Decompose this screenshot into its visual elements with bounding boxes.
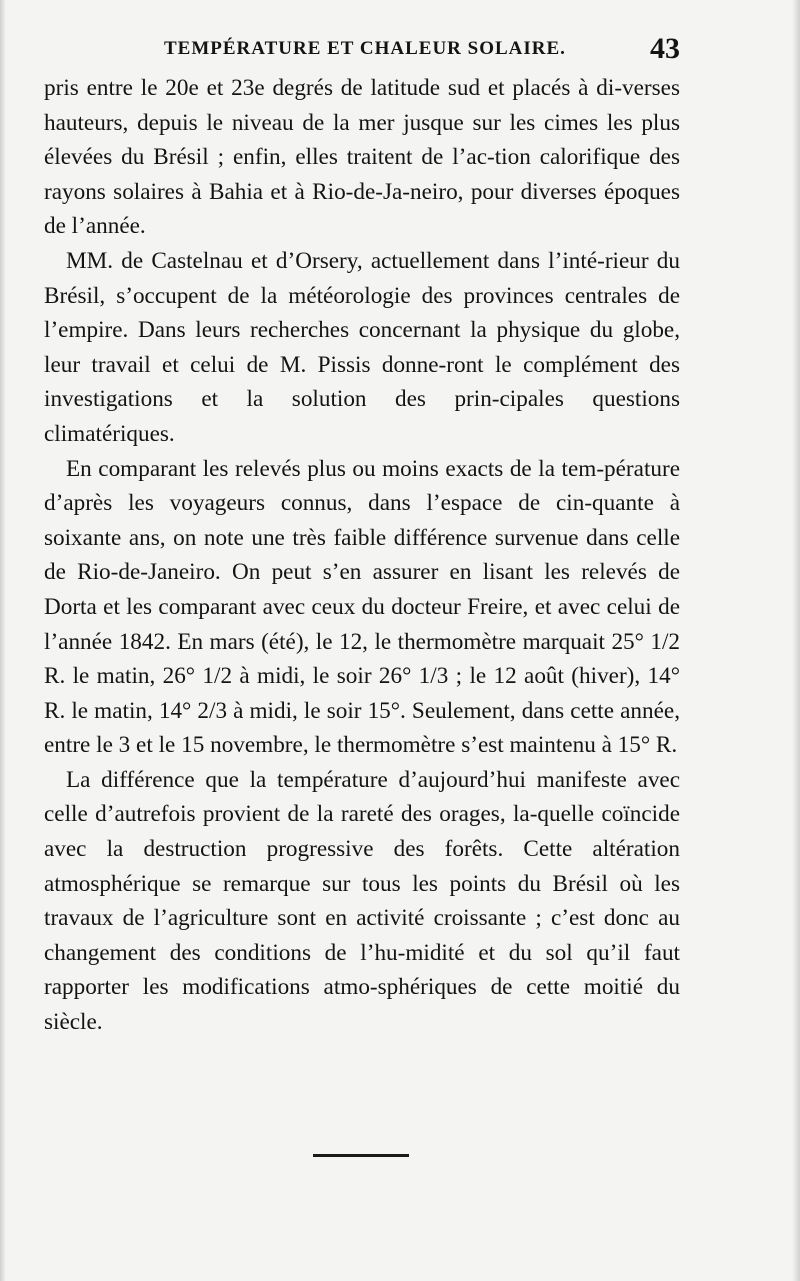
paragraph-2: MM. de Castelnau et d’Orsery, actuellement dans l’inté-rieur du Brésil, s’occupent de la météorologie des provinces centrales de l’empire. Dans leurs recherches concernant la physique du globe, leur travail et celui de M. Pissis donne-ront le complément des investigations et la solution des prin-cipales questions climatériques.: [44, 247, 680, 447]
running-head: [44, 32, 680, 66]
paragraph-3: En comparant les relevés plus ou moins exacts de la tem-pérature d’après les voyageurs connus, dans l’espace de cin-quante à soixante ans, on note une très faible différence survenue dans celle de Rio-de-Janeiro. On peut s’en assurer en lisant les relevés de Dorta et les comparant avec ceux du docteur Freire, et avec celui de l’année 1842. En mars (été), le 12, le thermomètre marquait 25° 1/2 R. le matin, 26° 1/2 à midi, le soir 26° 1/3 ; le 12 août (hiver), 14° R. le matin, 14° 2/3 à midi, le soir 15°. Seulement, dans cette année, entre le 3 et le 15 novembre, le thermomètre s’est maintenu à 15° R.: [44, 455, 680, 759]
page-edge-left: [0, 0, 6, 1281]
end-rule: [313, 1154, 409, 1157]
page-number: 43: [650, 32, 680, 65]
paragraph-1: pris entre le 20e et 23e degrés de latitude sud et placés à di-verses hauteurs, depuis le niveau de la mer jusque sur les cimes les plus élevées du Brésil ; enfin, elles traitent de l’ac-tion calorifique des rayons solaires à Bahia et à Rio-de-Ja-neiro, pour diverses époques de l’année.: [44, 75, 680, 240]
body-text: [44, 71, 680, 1040]
running-head-title: TEMPÉRATURE ET CHALEUR SOLAIRE.: [164, 38, 566, 59]
page-edge-right: [792, 0, 800, 1281]
paragraph-4: La différence que la température d’aujourd’hui manifeste avec celle d’autrefois provient de la rareté des orages, la-quelle coïncide avec la destruction progressive des forêts. Cette altération atmosphérique se remarque sur tous les points du Brésil où les travaux de l’agriculture sont en activité croissante ; c’est donc au changement des conditions de l’hu-midité et du sol qu’il faut rapporter les modifications atmo-sphériques de cette moitié du siècle.: [44, 766, 680, 1036]
